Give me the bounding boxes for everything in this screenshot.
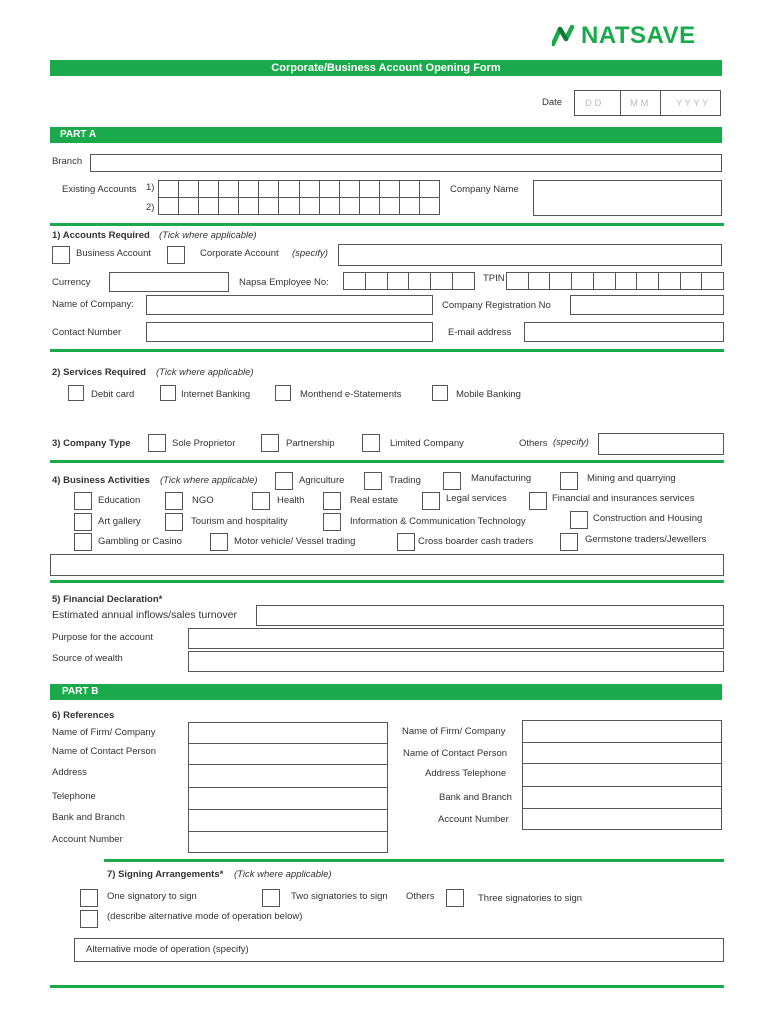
currency-field[interactable] — [109, 272, 229, 292]
tourism-checkbox[interactable] — [165, 513, 183, 531]
brand-name: NATSAVE — [581, 22, 696, 49]
partnership-label: Partnership — [286, 438, 335, 449]
ref1-address-field[interactable] — [188, 764, 388, 788]
name-of-company-field[interactable] — [146, 295, 433, 315]
existing-account-1-field[interactable] — [158, 180, 440, 198]
art-gallery-label: Art gallery — [98, 516, 141, 527]
trading-label: Trading — [389, 475, 421, 486]
ref2-firm-label: Name of Firm/ Company — [402, 726, 506, 737]
ngo-label: NGO — [192, 495, 214, 506]
mining-label: Mining and quarrying — [587, 473, 676, 484]
company-type-title: 3) Company Type — [52, 438, 131, 449]
ref2-contact-label: Name of Contact Person — [403, 748, 508, 759]
ref1-firm-label: Name of Firm/ Company — [52, 727, 156, 738]
agriculture-label: Agriculture — [299, 475, 345, 486]
one-signatory-label: One signatory to sign — [107, 891, 197, 902]
business-others-field[interactable] — [50, 554, 724, 576]
legal-services-label: Legal services — [446, 493, 507, 504]
napsa-label: Napsa Employee No: — [239, 277, 329, 288]
education-checkbox[interactable] — [74, 492, 92, 510]
business-account-checkbox[interactable] — [52, 246, 70, 264]
one-signatory-checkbox[interactable] — [80, 889, 98, 907]
alternative-mode-label: Alternative mode of operation (specify) — [86, 944, 249, 955]
services-hint: (Tick where applicable) — [156, 367, 254, 378]
signing-hint: (Tick where applicable) — [234, 869, 332, 880]
art-gallery-checkbox[interactable] — [74, 513, 92, 531]
motor-vehicle-label: Motor vehicle/ Vessel trading — [234, 536, 356, 547]
education-label: Education — [98, 495, 141, 506]
business-activities-hint: (Tick where applicable) — [160, 475, 258, 486]
date-yyyy: Y Y Y Y — [676, 98, 709, 109]
gambling-label: Gambling or Casino — [98, 536, 182, 547]
part-a-label: PART A — [60, 129, 97, 140]
company-type-others-hint: (specify) — [553, 437, 589, 448]
existing-account-1-label: 1) — [146, 182, 155, 193]
others-signatory-checkbox[interactable] — [80, 910, 98, 928]
mining-checkbox[interactable] — [560, 472, 578, 490]
gemstone-label: Germstone traders/Jewellers — [585, 534, 707, 545]
ref1-contact-label: Name of Contact Person — [52, 746, 157, 757]
ref1-telephone-field[interactable] — [188, 787, 388, 810]
sole-proprietor-label: Sole Proprietor — [172, 438, 236, 449]
currency-label: Currency — [52, 277, 91, 288]
branch-field[interactable] — [90, 154, 722, 172]
divider — [50, 223, 724, 226]
divider — [50, 580, 724, 583]
tpin-field[interactable] — [506, 272, 724, 290]
cross-border-label: Cross boarder cash traders — [418, 536, 534, 547]
two-signatories-label: Two signatories to sign — [291, 891, 388, 902]
sole-proprietor-checkbox[interactable] — [148, 434, 166, 452]
ref1-bank-field[interactable] — [188, 809, 388, 832]
ref2-account-label: Account Number — [438, 814, 509, 825]
construction-label: Construction and Housing — [593, 513, 703, 524]
ref2-account-field[interactable] — [522, 808, 722, 830]
signing-title: 7) Signing Arrangements* — [107, 869, 224, 880]
ngo-checkbox[interactable] — [165, 492, 183, 510]
cross-border-checkbox[interactable] — [397, 533, 415, 551]
ref1-bank-label: Bank and Branch — [52, 812, 125, 823]
napsa-field[interactable] — [343, 272, 475, 290]
three-signatories-label: Three signatories to sign — [478, 893, 583, 904]
financial-services-label: Financial and insurances services — [552, 493, 695, 504]
ref2-bank-label: Bank and Branch — [439, 792, 512, 803]
company-name-label: Company Name — [450, 184, 519, 195]
motor-vehicle-checkbox[interactable] — [210, 533, 228, 551]
describe-label: (describe alternative mode of operation below) — [107, 911, 303, 922]
debit-card-label: Debit card — [91, 389, 135, 400]
accounts-required-title: 1) Accounts Required — [52, 230, 150, 241]
existing-account-2-field[interactable] — [158, 197, 440, 215]
ref2-address-field[interactable] — [522, 763, 722, 787]
health-checkbox[interactable] — [252, 492, 270, 510]
bottom-divider — [50, 985, 724, 988]
financial-services-checkbox[interactable] — [529, 492, 547, 510]
corporate-account-checkbox[interactable] — [167, 246, 185, 264]
tpin-label: TPIN — [483, 273, 505, 284]
construction-checkbox[interactable] — [570, 511, 588, 529]
accounts-required-hint: (Tick where applicable) — [159, 230, 257, 241]
ref2-contact-field[interactable] — [522, 742, 722, 764]
form-title-text: Corporate/Business Account Opening Form — [271, 62, 501, 74]
mobile-banking-label: Mobile Banking — [456, 389, 521, 400]
part-a-header — [50, 127, 722, 143]
partnership-checkbox[interactable] — [261, 434, 279, 452]
ref1-account-field[interactable] — [188, 831, 388, 853]
ref1-address-label: Address — [52, 767, 87, 778]
manufacturing-checkbox[interactable] — [443, 472, 461, 490]
debit-card-checkbox[interactable] — [68, 385, 84, 401]
trading-checkbox[interactable] — [364, 472, 382, 490]
health-label: Health — [277, 495, 305, 506]
purpose-field[interactable] — [188, 628, 724, 649]
source-of-wealth-label: Source of wealth — [52, 653, 123, 664]
limited-company-label: Limited Company — [390, 438, 464, 449]
company-type-others-label: Others — [519, 438, 548, 449]
purpose-label: Purpose for the account — [52, 632, 153, 643]
part-b-header — [50, 684, 722, 700]
ict-checkbox[interactable] — [323, 513, 341, 531]
financial-title: 5) Financial Declaration* — [52, 594, 163, 605]
company-registration-label: Company Registration No — [442, 300, 551, 311]
source-of-wealth-field[interactable] — [188, 651, 724, 672]
gemstone-checkbox[interactable] — [560, 533, 578, 551]
mobile-banking-checkbox[interactable] — [432, 385, 448, 401]
services-title: 2) Services Required — [52, 367, 146, 378]
real-estate-label: Real estate — [350, 495, 399, 506]
ref2-bank-field[interactable] — [522, 786, 722, 809]
legal-services-checkbox[interactable] — [422, 492, 440, 510]
references-title: 6) References — [52, 710, 115, 721]
business-account-label: Business Account — [76, 248, 151, 259]
gambling-checkbox[interactable] — [74, 533, 92, 551]
ict-label: Information & Communication Technology — [350, 516, 526, 527]
contact-number-field[interactable] — [146, 322, 433, 342]
estatements-label: Monthend e-Statements — [300, 389, 402, 400]
date-label: Date — [542, 97, 563, 108]
existing-account-2-label: 2) — [146, 202, 155, 213]
signing-others-label: Others — [406, 891, 435, 902]
corporate-account-hint: (specify) — [292, 248, 328, 259]
date-dd: D D — [585, 98, 602, 109]
contact-number-label: Contact Number — [52, 327, 122, 338]
ref1-account-label: Account Number — [52, 834, 123, 845]
tourism-label: Tourism and hospitality — [191, 516, 288, 527]
manufacturing-label: Manufacturing — [471, 473, 532, 484]
company-name-field[interactable] — [533, 180, 722, 216]
existing-accounts-label: Existing Accounts — [62, 184, 137, 195]
ref1-firm-field[interactable] — [188, 722, 388, 744]
inflows-label: Estimated annual inflows/sales turnover — [52, 609, 238, 621]
real-estate-checkbox[interactable] — [323, 492, 341, 510]
ref2-firm-field[interactable] — [522, 720, 722, 743]
three-signatories-checkbox[interactable] — [446, 889, 464, 907]
email-field[interactable] — [524, 322, 724, 342]
ref1-contact-field[interactable] — [188, 743, 388, 765]
branch-label: Branch — [52, 156, 83, 167]
corporate-account-label: Corporate Account — [200, 248, 279, 259]
limited-company-checkbox[interactable] — [362, 434, 380, 452]
company-type-others-field[interactable] — [598, 433, 724, 455]
internet-banking-checkbox[interactable] — [160, 385, 176, 401]
natsave-logo-icon — [552, 24, 578, 48]
name-of-company-label: Name of Company: — [52, 299, 134, 310]
date-mm: M M — [630, 98, 649, 109]
business-activities-title: 4) Business Activities — [52, 475, 150, 486]
internet-banking-label: Internet Banking — [181, 389, 251, 400]
part-b-label: PART B — [62, 686, 99, 697]
email-label: E-mail address — [448, 327, 512, 338]
divider — [50, 460, 724, 463]
ref1-telephone-label: Telephone — [52, 791, 96, 802]
divider — [104, 859, 724, 862]
inflows-field[interactable] — [256, 605, 724, 626]
two-signatories-checkbox[interactable] — [262, 889, 280, 907]
divider — [50, 349, 724, 352]
company-registration-field[interactable] — [570, 295, 724, 315]
agriculture-checkbox[interactable] — [275, 472, 293, 490]
ref2-address-telephone-label: Address Telephone — [425, 768, 507, 779]
corporate-account-specify-field[interactable] — [338, 244, 722, 266]
estatements-checkbox[interactable] — [275, 385, 291, 401]
form-title — [50, 60, 722, 76]
logo — [552, 22, 722, 50]
